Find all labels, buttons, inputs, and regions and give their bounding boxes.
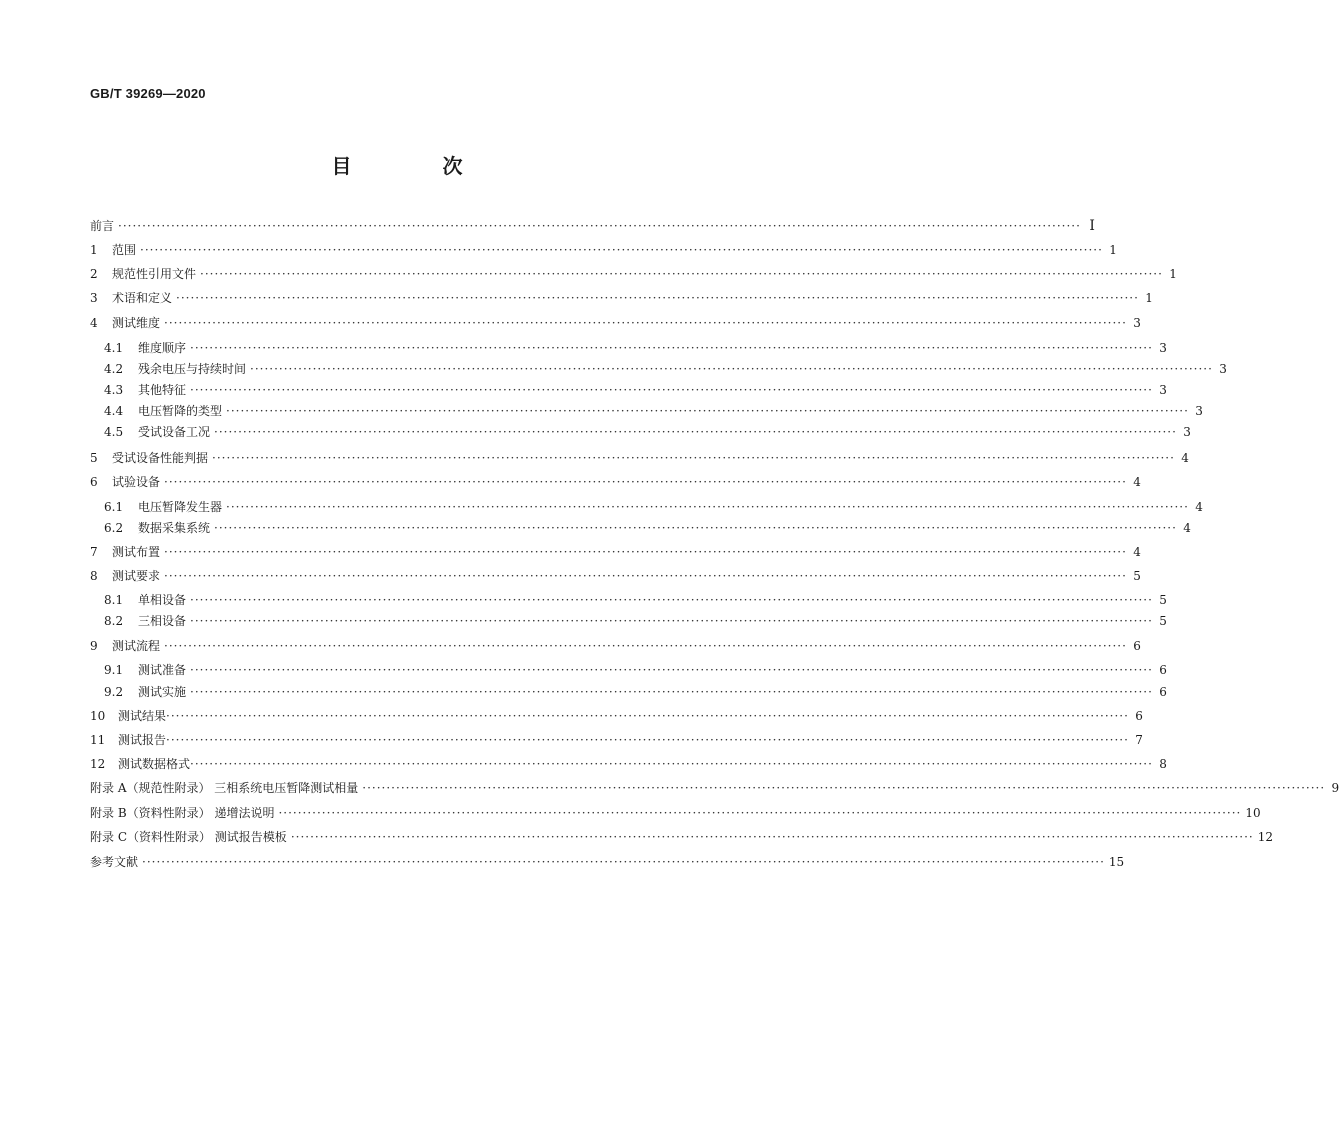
toc-leader-dots: ········································································································································································································ xyxy=(164,569,1127,583)
toc-leader-dots: ········································································································································································································ xyxy=(200,267,1163,281)
toc-entry-number: 11 xyxy=(90,733,106,747)
toc-entry-page: 10 xyxy=(1245,806,1261,820)
toc-leader-dots: ········································································································································································································ xyxy=(190,757,1153,771)
toc-leader-dots: ········································································································································································································ xyxy=(164,475,1127,489)
toc-entry-number: 9 xyxy=(90,639,98,653)
toc-entry-page: I xyxy=(1089,218,1095,234)
toc-entry-label: 测试报告 xyxy=(118,733,167,747)
toc-entry-label: 附录 B（资料性附录） 递增法说明 xyxy=(90,806,275,820)
toc-entry[interactable] xyxy=(90,288,1153,308)
toc-entry[interactable] xyxy=(90,778,1339,798)
toc-leader-dots: ········································································································································································································ xyxy=(362,781,1326,795)
toc-entry-page: 4 xyxy=(1133,475,1141,489)
toc-entry[interactable] xyxy=(90,313,1141,333)
toc-entry[interactable] xyxy=(90,590,1167,610)
toc-entry-page: 6 xyxy=(1133,639,1141,653)
toc-entry-page: 1 xyxy=(1145,291,1153,305)
toc-entry-label: 电压暂降发生器 xyxy=(138,500,223,514)
page-title: 目 次 xyxy=(331,154,505,178)
toc-entry-label: 测试布置 xyxy=(112,545,161,559)
toc-entry-page: 5 xyxy=(1159,593,1167,607)
toc-entry-label: 附录 C（资料性附录） 测试报告模板 xyxy=(90,830,287,844)
toc-entry-page: 6 xyxy=(1159,663,1167,677)
toc-entry-label: 其他特征 xyxy=(138,383,187,397)
toc-entry[interactable] xyxy=(90,448,1189,468)
toc-entry-number: 5 xyxy=(90,451,98,465)
toc-entry-page: 3 xyxy=(1133,316,1141,330)
toc-entry[interactable] xyxy=(90,264,1177,284)
toc-entry[interactable] xyxy=(90,518,1191,538)
toc-entry-page: 12 xyxy=(1257,830,1273,844)
toc-entry-number: 2 xyxy=(90,267,98,281)
toc-entry[interactable] xyxy=(90,338,1167,358)
toc-leader-dots: ········································································································································································································ xyxy=(166,733,1129,747)
toc-entry[interactable] xyxy=(90,754,1167,774)
toc-entry-number: 6.2 xyxy=(104,521,124,535)
toc-leader-dots: ········································································································································································································ xyxy=(290,830,1254,844)
toc-entry[interactable] xyxy=(90,682,1167,702)
toc-leader-dots: ········································································································································································································ xyxy=(164,316,1127,330)
toc-leader-dots: ········································································································································································································ xyxy=(212,451,1175,465)
toc-entry-label: 测试实施 xyxy=(138,685,187,699)
toc-entry-label: 残余电压与持续时间 xyxy=(138,362,247,376)
toc-entry-label: 电压暂降的类型 xyxy=(138,404,223,418)
toc-entry[interactable] xyxy=(90,566,1141,586)
toc-entry-number: 4.1 xyxy=(104,341,124,355)
toc-entry-label: 参考文献 xyxy=(90,855,139,869)
toc-entry-label: 试验设备 xyxy=(112,475,161,489)
toc-entry-page: 3 xyxy=(1183,425,1191,439)
toc-leader-dots: ········································································································································································································ xyxy=(250,362,1213,376)
toc-entry[interactable] xyxy=(90,216,1095,236)
toc-entry[interactable] xyxy=(90,660,1167,680)
toc-entry[interactable] xyxy=(90,827,1273,847)
toc-leader-dots: ········································································································································································································ xyxy=(214,521,1177,535)
toc-entry-label: 维度顺序 xyxy=(138,341,187,355)
toc-entry-label: 术语和定义 xyxy=(112,291,173,305)
toc-entry[interactable] xyxy=(90,611,1167,631)
toc-entry-number: 6.1 xyxy=(104,500,124,514)
toc-entry-label: 测试结果 xyxy=(118,709,167,723)
toc-entry-label: 规范性引用文件 xyxy=(112,267,197,281)
toc-entry-page: 8 xyxy=(1159,757,1167,771)
toc-entry[interactable] xyxy=(90,542,1141,562)
toc-entry-number: 9.2 xyxy=(104,685,124,699)
toc-leader-dots: ········································································································································································································ xyxy=(164,545,1127,559)
toc-entry-number: 6 xyxy=(90,475,98,489)
toc-leader-dots: ········································································································································································································ xyxy=(190,341,1153,355)
toc-entry-page: 6 xyxy=(1135,709,1143,723)
toc-entry-number: 4 xyxy=(90,316,98,330)
toc-leader-dots: ········································································································································································································ xyxy=(214,425,1177,439)
toc-entry-number: 10 xyxy=(90,709,106,723)
toc-entry-page: 1 xyxy=(1109,243,1117,257)
toc-leader-dots: ········································································································································································································ xyxy=(190,663,1153,677)
toc-entry-page: 15 xyxy=(1108,855,1125,869)
toc-entry-label: 测试准备 xyxy=(138,663,187,677)
toc-entry-label: 受试设备性能判据 xyxy=(112,451,209,465)
toc-leader-dots: ········································································································································································································ xyxy=(176,291,1139,305)
toc-entry-label: 前言 xyxy=(90,219,115,233)
toc-leader-dots: ········································································································································································································ xyxy=(226,404,1189,418)
toc-entry-number: 4.3 xyxy=(104,383,124,397)
toc-leader-dots: ········································································································································································································ xyxy=(190,685,1153,699)
toc-leader-dots: ········································································································································································································ xyxy=(118,219,1081,233)
toc-entry-label: 单相设备 xyxy=(138,593,187,607)
toc-entry-page: 4 xyxy=(1181,451,1189,465)
toc-entry-page: 7 xyxy=(1135,733,1143,747)
toc-entry-number: 8.2 xyxy=(104,614,124,628)
toc-entry-page: 4 xyxy=(1133,545,1141,559)
toc-entry[interactable] xyxy=(90,472,1141,492)
toc-entry-page: 1 xyxy=(1169,267,1177,281)
toc-entry-number: 4.2 xyxy=(104,362,124,376)
toc-entry[interactable] xyxy=(90,359,1227,379)
toc-entry-page: 5 xyxy=(1159,614,1167,628)
toc-entry[interactable] xyxy=(90,422,1191,442)
toc-leader-dots: ········································································································································································································ xyxy=(226,500,1189,514)
toc-entry-label: 范围 xyxy=(112,243,137,257)
toc-entry-number: 9.1 xyxy=(104,663,124,677)
toc-leader-dots: ········································································································································································································ xyxy=(190,614,1153,628)
toc-entry-label: 三相设备 xyxy=(138,614,187,628)
toc-entry[interactable] xyxy=(90,497,1203,517)
toc-entry-page: 5 xyxy=(1133,569,1141,583)
toc-entry[interactable] xyxy=(90,706,1143,726)
toc-entry-label: 测试流程 xyxy=(112,639,161,653)
toc-entry-number: 7 xyxy=(90,545,98,559)
toc-entry-number: 4.4 xyxy=(104,404,124,418)
toc-entry-page: 6 xyxy=(1159,685,1167,699)
toc-leader-dots: ········································································································································································································ xyxy=(142,855,1105,869)
toc-entry[interactable] xyxy=(90,240,1117,260)
standard-code: GB/T 39269—2020 xyxy=(90,86,206,101)
toc-entry-label: 测试数据格式 xyxy=(118,757,191,771)
toc-entry[interactable] xyxy=(90,636,1141,656)
toc-leader-dots: ········································································································································································································ xyxy=(190,593,1153,607)
toc-entry-number: 4.5 xyxy=(104,425,124,439)
toc-entry[interactable] xyxy=(90,803,1261,823)
toc-entry-label: 数据采集系统 xyxy=(138,521,211,535)
toc-entry[interactable] xyxy=(90,852,1125,872)
toc-entry-page: 4 xyxy=(1195,500,1203,514)
toc-leader-dots: ········································································································································································································ xyxy=(166,709,1129,723)
toc-entry-page: 3 xyxy=(1159,383,1167,397)
toc-entry-label: 附录 A（规范性附录） 三相系统电压暂降测试相量 xyxy=(90,781,359,795)
toc-entry-number: 3 xyxy=(90,291,98,305)
toc-entry-number: 8 xyxy=(90,569,98,583)
toc-leader-dots: ········································································································································································································ xyxy=(278,806,1242,820)
toc-entry-page: 9 xyxy=(1331,781,1339,795)
toc-entry-label: 测试维度 xyxy=(112,316,161,330)
toc-entry[interactable] xyxy=(90,730,1143,750)
toc-leader-dots: ········································································································································································································ xyxy=(164,639,1127,653)
toc-leader-dots: ········································································································································································································ xyxy=(190,383,1153,397)
toc-entry-label: 测试要求 xyxy=(112,569,161,583)
toc-entry-page: 4 xyxy=(1183,521,1191,535)
toc-entry-label: 受试设备工况 xyxy=(138,425,211,439)
toc-entry-number: 8.1 xyxy=(104,593,124,607)
toc-leader-dots: ········································································································································································································ xyxy=(140,243,1103,257)
toc-entry-number: 12 xyxy=(90,757,106,771)
toc-entry-page: 3 xyxy=(1195,404,1203,418)
toc-entry[interactable] xyxy=(90,380,1167,400)
toc-entry-page: 3 xyxy=(1219,362,1227,376)
toc-entry[interactable] xyxy=(90,401,1203,421)
toc-entry-page: 3 xyxy=(1159,341,1167,355)
toc-entry-number: 1 xyxy=(90,243,98,257)
